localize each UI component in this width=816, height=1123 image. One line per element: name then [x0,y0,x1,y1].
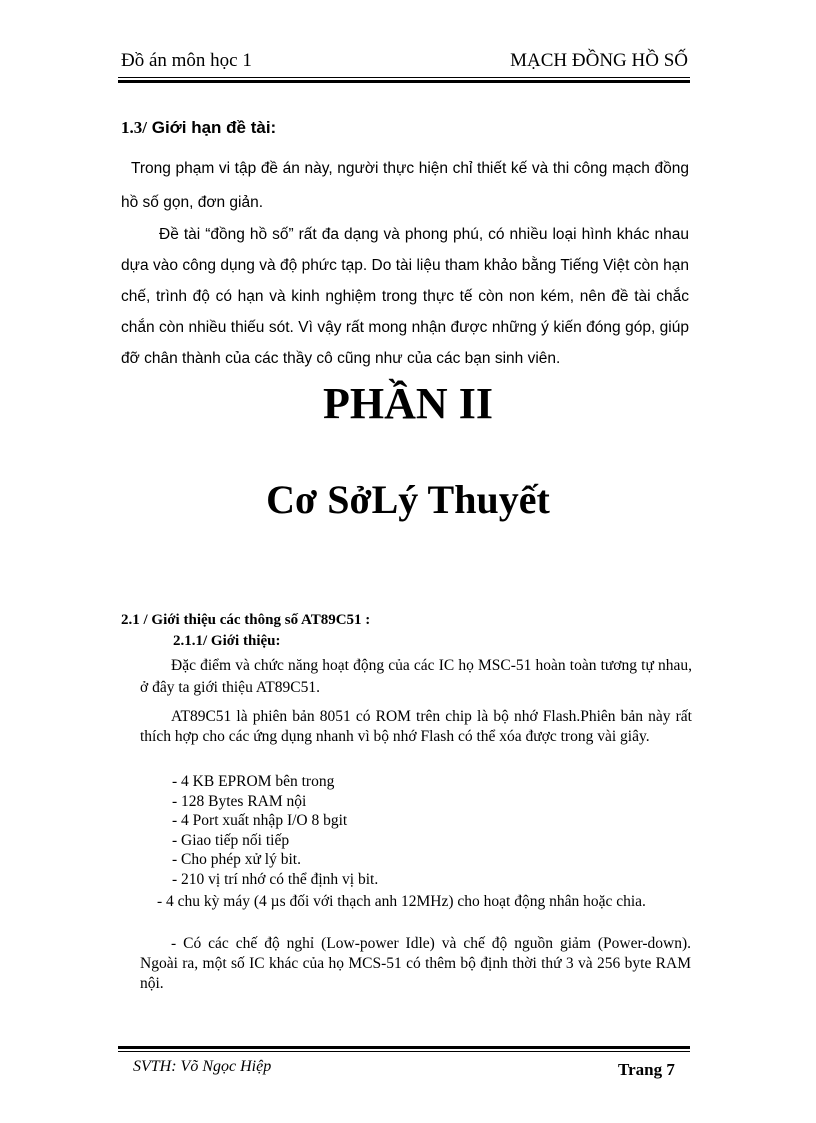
page-header [121,48,688,76]
paragraph-scope: Trong phạm vi tập đề án này, người thực hiện chỉ thiết kế và thi công mạch đồng hồ số gọn, đơn giản. [121,160,689,211]
paragraph-topic: Đề tài “đồng hồ số” rất đa dạng và phong phú, có nhiều loại hình khác nhau dựa vào công dụng và độ phức tạp. Do tài liệu tham khảo bằng Tiếng Việt còn hạn chế, trình độ có hạn và kinh nghiệm trong thực tế còn non kém, nên đề tài chắc chắn còn nhiều thiếu sót. Vì vậy rất mong nhận được những ý kiến đóng góp, giúp đỡ chân thành của các thầy cô cũng như của các bạn sinh viên. [121,226,689,367]
section-1-3-heading [121,118,276,138]
list-item: - 4 KB EPROM bên trong [172,773,335,790]
section-2-1-1-heading: 2.1.1/ Giới thiệu: [173,633,281,649]
list-item: - Giao tiếp nối tiếp [172,831,290,849]
footer-author: SVTH: Võ Ngọc Hiệp [133,1058,272,1075]
paragraph-power-modes: - Có các chế độ nghỉ (Low-power Idle) và chế độ nguồn giảm (Power-down). Ngoài ra, một số IC khác của họ MCS-51 có thêm bộ định thời thứ 3 và 256 byte RAM nội. [140,935,691,992]
footer-divider [118,1046,690,1052]
section-1-3-number: 1.3/ [121,118,147,137]
part-subtitle: Cơ SởLý Thuyết [266,477,550,522]
header-topic: MẠCH ĐỒNG HỒ SỐ [510,50,688,71]
list-item: - 4 Port xuất nhập I/O 8 bgit [172,812,348,830]
list-item: - 210 vị trí nhớ có thể định vị bit. [172,870,379,888]
header-divider [118,77,690,83]
part-title: PHẦN II [323,379,493,428]
header-course: Đồ án môn học 1 [121,50,252,71]
feature-list [172,772,378,890]
list-item: - Cho phép xử lý bit. [172,851,301,869]
section-1-3-title: Giới hạn đề tài: [151,118,277,137]
paragraph-intro: Đặc điểm và chức năng hoạt động của các IC họ MSC-51 hoàn toàn tương tự nhau, ở đây ta giới thiệu AT89C51. [140,657,692,696]
page-number: Trang 7 [618,1060,675,1079]
section-2-1-heading: 2.1 / Giới thiệu các thông số AT89C51 : [121,612,371,628]
paragraph-machine-cycle: - 4 chu kỳ máy (4 µs đối với thạch anh 12MHz) cho hoạt động nhân hoặc chia. [157,893,646,910]
paragraph-at89c51: AT89C51 là phiên bản 8051 có ROM trên chip là bộ nhớ Flash.Phiên bản này rất thích hợp cho các ứng dụng nhanh vì bộ nhớ Flash có thể xóa được trong vài giây. [140,708,692,745]
list-item: - 128 Bytes RAM nội [172,792,307,810]
